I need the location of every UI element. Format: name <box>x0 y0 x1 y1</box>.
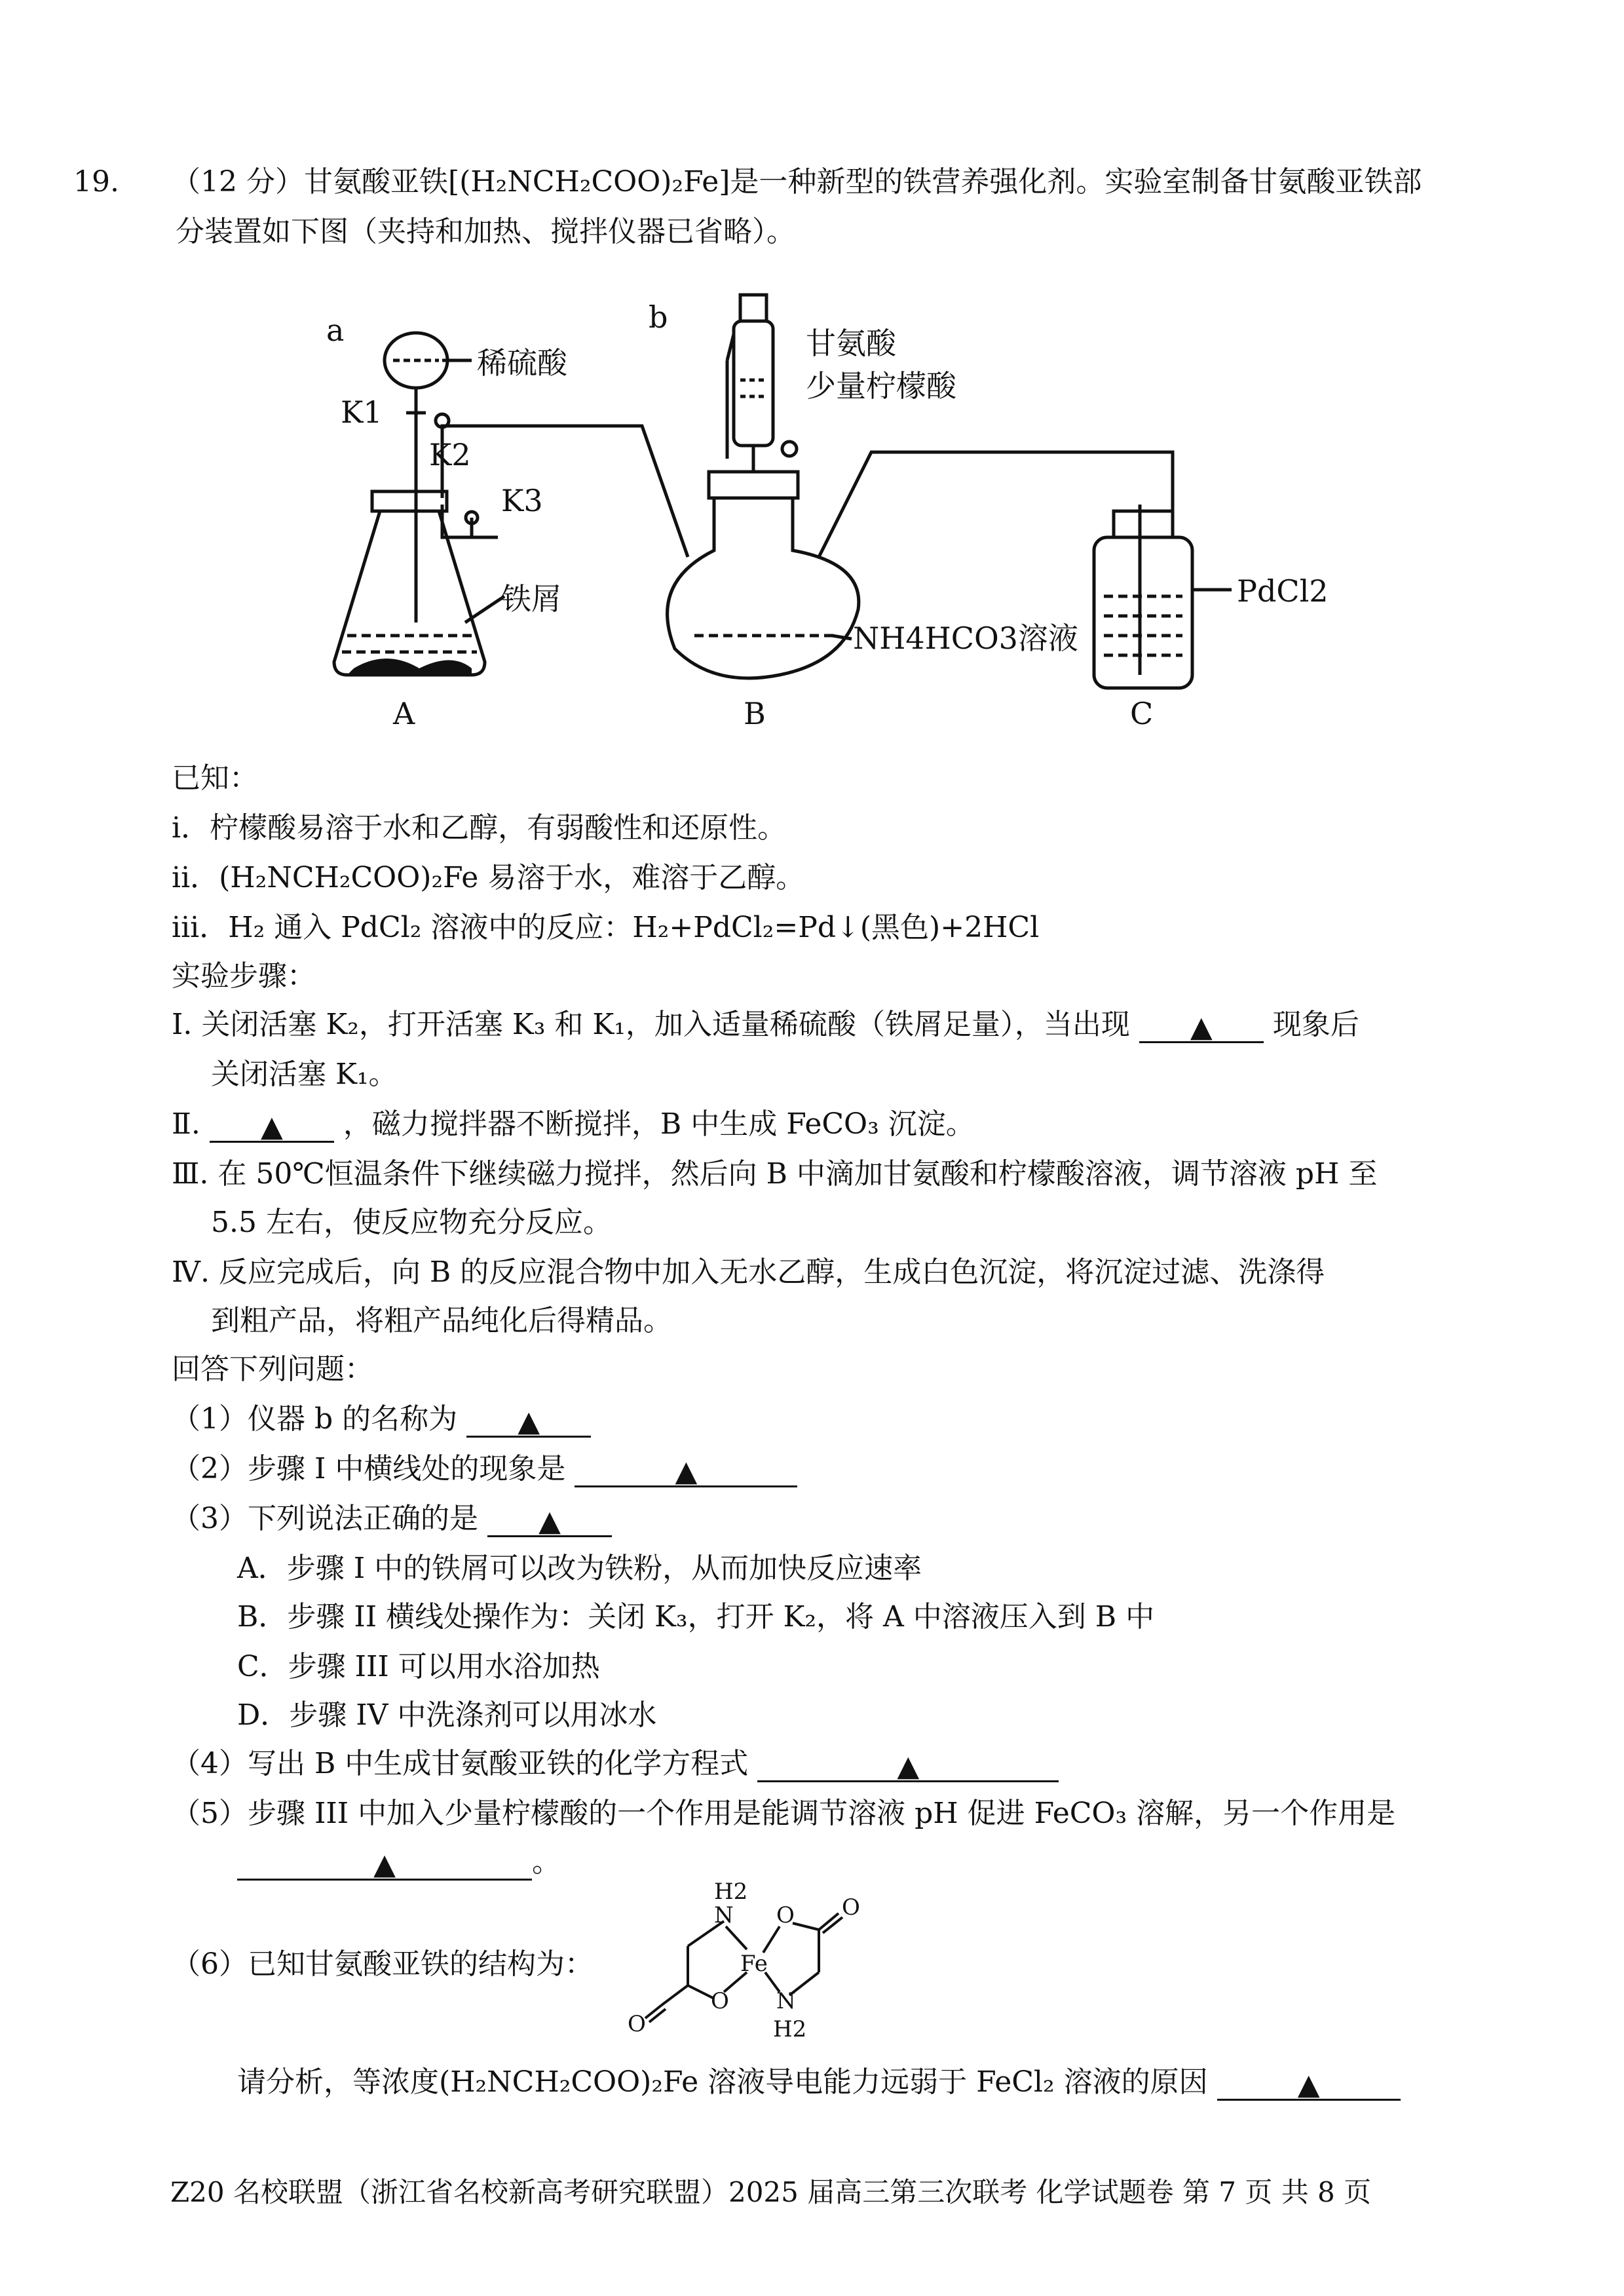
answer-blank-step2[interactable] <box>210 1108 334 1143</box>
step-2 <box>172 1106 975 1143</box>
struct-o-carbonyl-top: O <box>842 1894 860 1921</box>
struct-n-top: N <box>714 1902 734 1928</box>
question-3-option-b[interactable]: B．步骤 II 横线处操作为：关闭 K₃，打开 K₂，将 A 中溶液压入到 B 中 <box>237 1600 1155 1634</box>
blank-marker: ▲ <box>1190 1010 1213 1044</box>
question-6: （6）已知甘氨酸亚铁的结构为： <box>172 1947 594 1981</box>
label-k3: K3 <box>501 483 543 518</box>
question-intro-line1: （12 分）甘氨酸亚铁[(H₂NCH₂COO)₂Fe]是一种新型的铁营养强化剂。实验室制备甘氨酸亚铁部 <box>172 165 1422 199</box>
struct-h2-top: H2 <box>714 1879 748 1905</box>
struct-o-ring-top: O <box>776 1902 795 1928</box>
question-2-text: （2）步骤 I 中横线处的现象是 <box>172 1452 566 1485</box>
tube-to-c <box>819 452 1173 557</box>
flask-b <box>668 498 859 678</box>
label-k1: K1 <box>341 394 383 430</box>
blank-marker: ▲ <box>373 1848 396 1881</box>
label-nh4hco3: NH4HCO3溶液 <box>853 621 1078 656</box>
label-A: A <box>393 696 415 731</box>
question-1-text: （1）仪器 b 的名称为 <box>172 1402 458 1436</box>
label-acid: 稀硫酸 <box>477 345 567 381</box>
answer-blank-q4[interactable] <box>757 1748 1059 1782</box>
step-1-line2: 关闭活塞 K₁。 <box>211 1058 398 1091</box>
label-C: C <box>1130 696 1154 731</box>
answer-heading: 回答下列问题： <box>172 1352 373 1386</box>
step-2-text-b: ，磁力搅拌器不断搅拌，B 中生成 FeCO₃ 沉淀。 <box>343 1107 975 1141</box>
apparatus-figure <box>308 282 1330 740</box>
struct-h2-bottom: H2 <box>773 2016 807 2042</box>
question-4-text: （4）写出 B 中生成甘氨酸亚铁的化学方程式 <box>172 1747 749 1780</box>
label-B: B <box>744 696 766 731</box>
blank-marker: ▲ <box>260 1110 283 1143</box>
answer-blank-q3[interactable] <box>487 1502 612 1537</box>
funnel-b <box>734 321 773 446</box>
label-a: a <box>326 313 345 348</box>
label-b: b <box>649 299 668 335</box>
step-3-line1: Ⅲ. 在 50℃恒温条件下继续磁力搅拌，然后向 B 中滴加甘氨酸和柠檬酸溶液，调节溶液 pH 至 <box>172 1157 1378 1191</box>
step-3-line2: 5.5 左右，使反应物充分反应。 <box>211 1206 612 1239</box>
question-3-option-a[interactable]: A．步骤 I 中的铁屑可以改为铁粉，从而加快反应速率 <box>237 1552 922 1585</box>
struct-o-carbonyl-bottom: O <box>628 2011 646 2037</box>
known-iii: iii．H₂ 通入 PdCl₂ 溶液中的反应：H₂+PdCl₂=Pd↓(黑色)+2HCl <box>172 911 1040 944</box>
blank-marker: ▲ <box>518 1405 540 1438</box>
step-2-text-a: Ⅱ. <box>172 1107 200 1141</box>
question-4 <box>172 1746 1059 1782</box>
step-1-line1 <box>172 1006 1359 1043</box>
answer-blank-q6[interactable] <box>1217 2066 1401 2101</box>
flask-a-stopper <box>372 491 447 511</box>
step-1-text-a: Ⅰ. 关闭活塞 K₂，打开活塞 K₃ 和 K₁，加入适量稀硫酸（铁屑足量），当出现 <box>172 1008 1130 1041</box>
question-3 <box>172 1501 612 1537</box>
answer-blank-q1[interactable] <box>466 1403 591 1438</box>
struct-fe: Fe <box>740 1951 768 1977</box>
blank-marker: ▲ <box>675 1455 698 1488</box>
question-3-option-c[interactable]: C．步骤 III 可以用水浴加热 <box>237 1650 600 1683</box>
answer-blank-q5[interactable] <box>237 1846 532 1881</box>
label-k2: K2 <box>429 437 471 472</box>
label-iron: 铁屑 <box>501 581 561 617</box>
answer-blank-q2[interactable] <box>575 1453 797 1487</box>
struct-o-ring-bottom: O <box>711 1988 729 2014</box>
known-i: i．柠檬酸易溶于水和乙醇，有弱酸性和还原性。 <box>172 811 787 845</box>
steps-heading: 实验步骤： <box>172 959 316 993</box>
struct-n-bottom: N <box>776 1988 796 2014</box>
step-1-text-b: 现象后 <box>1272 1008 1359 1041</box>
question-5-line1: （5）步骤 III 中加入少量柠檬酸的一个作用是能调节溶液 pH 促进 FeCO₃ 溶解，另一个作用是 <box>172 1797 1396 1830</box>
page-footer: Z20 名校联盟（浙江省名校新高考研究联盟）2025 届高三第三次联考 化学试题卷 第 7 页 共 8 页 <box>170 2176 1372 2208</box>
known-ii: ii．(H₂NCH₂COO)₂Fe 易溶于水，难溶于乙醇。 <box>172 861 805 894</box>
blank-marker: ▲ <box>1297 2068 1320 2101</box>
question-5-end: 。 <box>532 1845 561 1879</box>
known-heading: 已知： <box>172 761 258 795</box>
bottle-c <box>1094 537 1192 688</box>
label-glycine: 甘氨酸 <box>806 326 896 361</box>
step-4-line1: Ⅳ. 反应完成后，向 B 的反应混合物中加入无水乙醇，生成白色沉淀，将沉淀过滤、洗涤得 <box>172 1255 1325 1289</box>
blank-marker: ▲ <box>538 1504 561 1538</box>
question-1 <box>172 1401 591 1438</box>
question-3-option-d[interactable]: D．步骤 IV 中洗涤剂可以用冰水 <box>237 1698 657 1732</box>
question-5-line2 <box>237 1844 561 1881</box>
glycine-iron-structure <box>616 1874 891 2044</box>
question-6-line2 <box>237 2064 1401 2101</box>
question-2 <box>172 1451 797 1487</box>
question-6-text: 请分析，等浓度(H₂NCH₂COO)₂Fe 溶液导电能力远弱于 FeCl₂ 溶液的原因 <box>237 2065 1208 2099</box>
label-pdcl2: PdCl2 <box>1237 573 1329 609</box>
blank-marker: ▲ <box>897 1750 920 1783</box>
question-number: 19. <box>73 165 119 199</box>
step-4-line2: 到粗产品，将粗产品纯化后得精品。 <box>211 1304 672 1337</box>
question-3-text: （3）下列说法正确的是 <box>172 1502 478 1535</box>
question-intro-line2: 分装置如下图（夹持和加热、搅拌仪器已省略）。 <box>176 215 795 248</box>
label-citric: 少量柠檬酸 <box>806 368 956 404</box>
answer-blank-step1[interactable] <box>1139 1008 1264 1043</box>
